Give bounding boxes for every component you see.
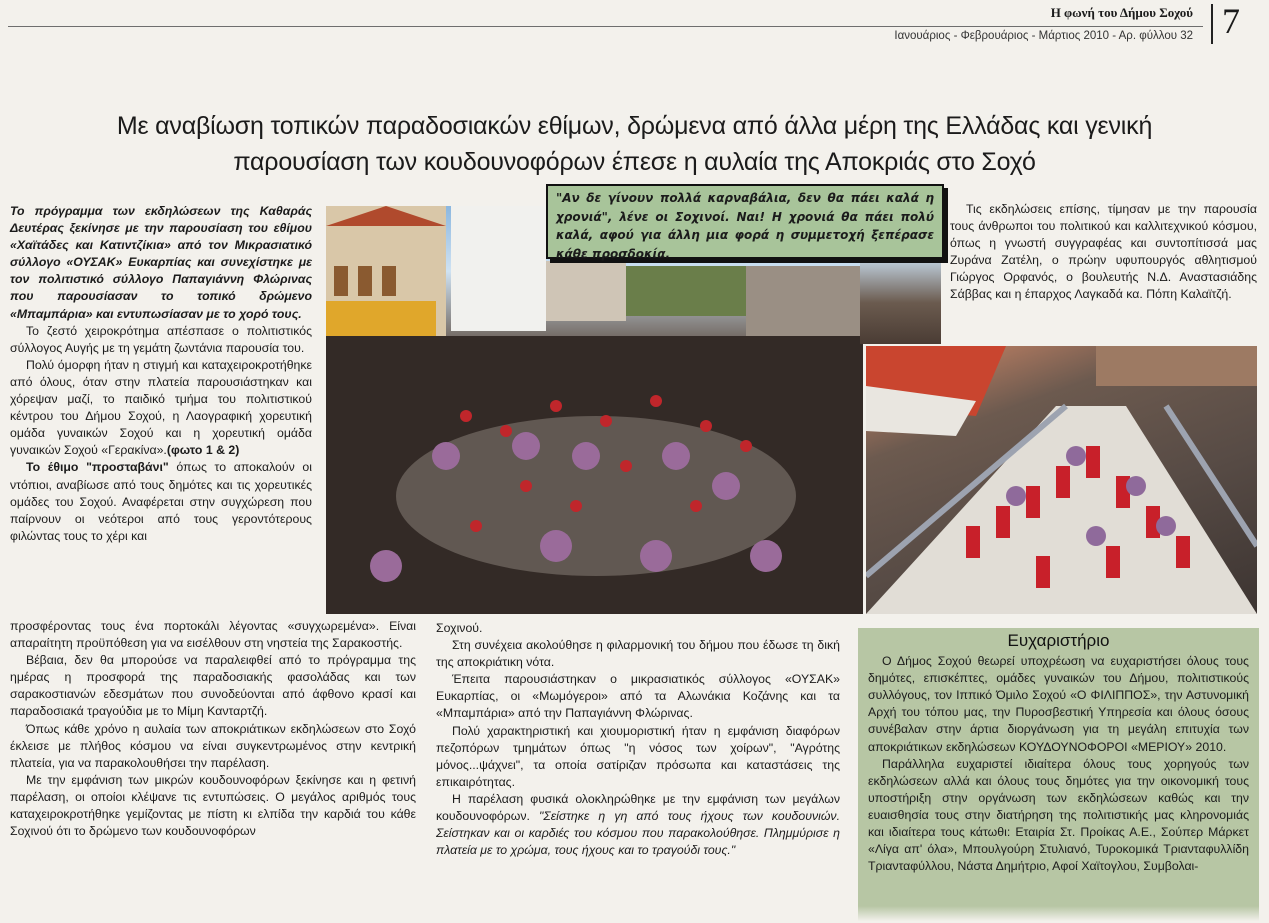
- article-headline: [20, 108, 1249, 180]
- paragraph: [436, 791, 840, 859]
- paragraph: Ο Δήμος Σοχού θεωρεί υποχρέωση να ευχαριστήσει όλους τους δημότες, επισκέπτες, ομάδες γυναικών του Δήμου, πολιτιστικούς συλλόγους, τον Ιππικό Όμιλο Σοχού «Ο ΦΙΛΙΠΠΟΣ», την Αστυνομική Αρχή του τόπου μας, την Πυροσβεστική Υπηρεσία και όλους όσους συνέβαλαν στην άρτια διοργάνωση για τη μεγάλη επιτυχία των αποκριάτικων εκδηλώσεων ΚΟΥΔΟΥΝΟΦΟΡΟΙ «ΜΕΡΙΟΥ» 2010.: [868, 654, 1249, 754]
- paragraph: Στη συνέχεια ακολούθησε η φιλαρμονική του δήμου που έδωσε τη δική της αποκριάτικη νότα.: [436, 638, 840, 670]
- paragraph: Έπειτα παρουσιάστηκαν ο μικρασιατικός σύλλογος «ΟΥΣΑΚ» Ευκαρπίας, οι «Μωμόγεροι» από τα Αλωνάκια Κοζάνης και τα «Μπαμπάρια» από την Παπαγιάννη Φλώρινας.: [436, 672, 840, 721]
- paragraph: Παράλληλα ευχαριστεί ιδιαίτερα όλους τους χορηγούς των εκδηλώσεων αλλά και όλους τους δημότες για την οικονομική τους υποστήριξη στην οργάνωση των εκδηλώσεων καθώς και την ευαισθησία τους στην διατήρηση της πολιτιστικής μας κληρονομιάς και ιδιαίτερα τους κάτωθι: Εταιρία Στ. Προίκας Α.Ε., Σούπερ Μάρκετ «Λίγα απ' όλα», Μπουλγούρη Στυλιανό, Τυροκομικά Τριανταφυλλίδη Τριανταφύλλου, Νάστα Δημήτριο, Αφοί Χαϊτογλου, Συμβολαι-: [868, 756, 1249, 874]
- quote-text: Η χρονιά θα πάει πολύ καλά, αφού για άλλη μια φορά η συμμετοχή ξεπέρασε κάθε προσδοκία.: [556, 209, 934, 261]
- middle-column: [436, 620, 840, 859]
- header-divider: [1211, 4, 1213, 44]
- paragraph-text: όπως το αποκαλούν οι ντόπιοι, αναβίωσε από τους δημότες και τις χορευτικές ομάδες του Σοχού. Αναφέρεται στην συγχώρεση που παίρνουν οι νεότεροι από τους γεροντότερους φιλώντας τους το χέρι και: [10, 460, 312, 543]
- header-rule: [8, 26, 1203, 27]
- paragraph: Σοχινού.: [436, 621, 483, 635]
- paragraph: [10, 357, 312, 460]
- left-column: [10, 203, 312, 545]
- main-photo: [326, 206, 863, 614]
- paragraph-text: Η παρέλαση φυσικά ολοκληρώθηκε με την εμφάνιση των μεγάλων κουδουνοφόρων.: [436, 791, 840, 824]
- paragraph: προσφέροντας τους ένα πορτοκάλι λέγοντας «συγχωρεμένα». Είναι απαραίτητη προϋπόθεση για να εισέλθουν στη νηστεία της Σαρακοστής.: [10, 619, 416, 651]
- photo-ref: (φωτο 1 & 2): [166, 443, 240, 458]
- lead-paragraph: Το πρόγραμμα των εκδηλώσεων της Καθαράς Δευτέρας ξεκίνησε με την παρουσίαση του εθίμου «Χαϊτάδες και Κατιντζίκια» από τον Μικρασιατικό σύλλογο «ΟΥΣΑΚ» Ευκαρπίας και συνεχίστηκε με τον πολιτιστικό σύλλογο Παπαγιάννη Φλώρινας που παρουσίασαν το τοπικό δρώμενο «Μπαμπάρια» και εντυπωσίασαν με το χορό τους.: [10, 204, 312, 321]
- paragraph: Τις εκδηλώσεις επίσης, τίμησαν με την παρουσία τους άνθρωποι του πολιτικού και καλλιτεχνικού κόσμου, όπως η γνωστή συγγραφέας και συντοπίτισσά μας Ζυράνα Ζατέλη, ο πρώην υφυπουργός αθλητισμού Γιώργος Ορφανός, ο βουλευτής Ν.Δ. Αναστασιάδης Σάββας και η έπαρχος Λαγκαδά κα. Πόπη Καλαϊτζή.: [950, 202, 1257, 302]
- right-column: [950, 201, 1257, 304]
- parade-photo-illustration: [866, 346, 1257, 614]
- paragraph: Βέβαια, δεν θα μπορούσε να παραλειφθεί από το πρόγραμμα της ημέρας η προσφορά της παραδοσιακής φασολάδας και των σαρακοστιανών εδεσμάτων που συνοδεύονται από άφθονο κρασί και παραδοσιακά τραγούδια με το Μίμη Κανταρτζή.: [10, 653, 416, 719]
- custom-name: Το έθιμο "προσταβάνι": [26, 460, 169, 475]
- crowd-photo-illustration: [326, 206, 863, 614]
- parade-photo: [866, 346, 1257, 614]
- paragraph: Όπως κάθε χρόνο η αυλαία των αποκριάτικων εκδηλώσεων στο Σοχό έκλεισε με πλήθος κόσμου να είναι συγκεντρωμένος στην κεντρική πλατεία, για να παρακολουθήσει την παρέλαση.: [10, 721, 416, 770]
- quote-text: "Αν δε γίνουν πολλά καρναβάλια, δεν θα πάει καλά η χρονιά", λένε οι Σοχινοί.: [556, 191, 934, 224]
- headline-line-1: Με αναβίωση τοπικών παραδοσιακών εθίμων, δρώμενα από άλλα μέρη της Ελλάδας και γενική: [116, 112, 1153, 140]
- newspaper-brand: Η φωνή του Δήμου Σοχού: [1050, 5, 1193, 20]
- thanks-title: Ευχαριστήριο: [1007, 631, 1110, 650]
- paragraph-text: Πολύ όμορφη ήταν η στιγμή και καταχειροκροτήθηκε από όλους, όταν στην πλατεία παρουσιάστηκαν και χόρεψαν μαζί, το παιδικό τμήμα του πολιτιστικού κέντρου του Δήμου Σοχού, η Λαογραφική χορευτική ομάδα γυναικών Σοχού και η χορευτική ομάδα γυναικών Σοχού «Γερακίνα».: [10, 357, 312, 458]
- paragraph: [10, 459, 312, 544]
- thanks-box: [858, 628, 1259, 923]
- paragraph: Με την εμφάνιση των μικρών κουδουνοφόρων ξεκίνησε και η φετινή παρέλαση, οι οποίοι κλέψανε τις εντυπώσεις. Ο μεγάλος αριθμός τους καταχειροκροτήθηκε γεμίζοντας με πίστη κι ελπίδα την καρδιά του κάθε Σοχινού ότι το δρώμενο των κουδουνοφόρων: [10, 772, 416, 839]
- page-number: 7: [1222, 1, 1240, 41]
- quote-box: [546, 184, 944, 259]
- paragraph: Το ζεστό χειροκρότημα απέσπασε ο πολιτιστικός σύλλογος Αυγής με τη γεμάτη ζωντάνια παρουσία του.: [10, 323, 312, 355]
- paragraph: Πολύ χαρακτηριστική και χιουμοριστική ήταν η εμφάνιση διαφόρων πεζοπόρων τμημάτων όπως "η νόσος των χοίρων", "Αγρότης μόνος...ψάχνει", τα οποία σατίριζαν πρόσωπα και καταστάσεις της επικαιρότητας.: [436, 723, 840, 789]
- quote-yes: Ναι!: [736, 209, 765, 224]
- headline-line-2: παρουσίαση των κουδουνοφόρων έπεσε η αυλαία της Αποκριάς στο Σοχό: [233, 148, 1036, 176]
- quoted-text: "Σείστηκε η γη από τους ήχους των κουδουνιών. Σείστηκαν και οι καρδιές του κόσμου που παρακολούθησε. Πλημμύρισε η πλατεία με το χρώμα, τους ήχους και το τραγούδι τους.": [436, 809, 840, 858]
- issue-info: Ιανουάριος - Φεβρουάριος - Μάρτιος 2010 - Αρ. φύλλου 32: [894, 30, 1193, 42]
- page-bottom-fade: [0, 906, 1269, 923]
- bottom-left-column: [10, 618, 416, 840]
